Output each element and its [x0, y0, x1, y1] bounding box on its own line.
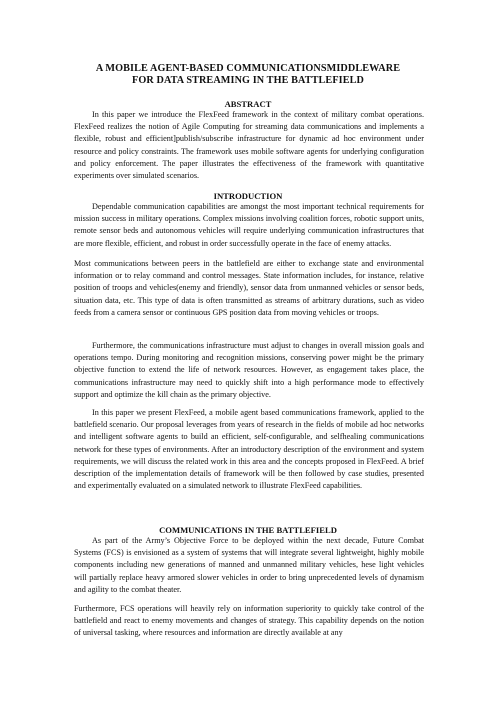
- introduction-heading: INTRODUCTION: [213, 191, 283, 201]
- introduction-paragraph-4: In this paper we present FlexFeed, a mobile agent based communications framework, applied to the battlefield scenario. Our proposal leverages from years of research in the fields of mobile ad hoc networks and intelligent software agents to build an efficient, self-configurable, and selfhealing communications network for these types of environments. After an introductory description of the environment and system requirements, we will discuss the related work in this area and the concepts proposed in FlexFeed. A brief description of the implementation details of framework will be then followed by case studies, presented and experimentally evaluated on a simulated network to illustrate FlexFeed capabilities.: [74, 408, 424, 491]
- introduction-paragraph-3: Furthermore, the communications infrastructure must adjust to changes in overall mission goals and operations tempo. During monitoring and recognition missions, conserving power might be the primary objective function to extend the life of network resources. However, as engagement takes place, the communications infrastructure may need to quickly shift into a high performance mode to effectively support and optimize the kill chain as the primary objective.: [74, 341, 424, 399]
- abstract-text: In this paper we introduce the FlexFeed framework in the context of military combat operations. FlexFeed realizes the notion of Agile Computing for streaming data communications and implements a flexible, robust and efficient]publish/subscribe infrastructure for dynamic ad hoc environment under resource and policy constraints. The framework uses mobile software agents for underlying configuration and policy enforcement. The paper illustrates the effectiveness of the framework with quantitative experiments over simulated scenarios.: [74, 110, 424, 181]
- introduction-paragraph-2: Most communications between peers in the battlefield are either to exchange state and environmental information or to relay command and control messages. State information includes, for instance, relative position of troops and vehicles(enemy and friendly), sensor data from unmanned vehicles or sensor beds, situation data, etc. This type of data is often transmitted as streams of arbitrary durations, such as video feeds from a camera sensor or continuous GPS position data from moving vehicles or troops.: [74, 259, 424, 317]
- battlefield-heading: COMMUNICATIONS IN THE BATTLEFIELD: [159, 525, 337, 535]
- battlefield-paragraph-2: Furthermore, FCS operations will heavily rely on information superiority to quickly take control of the battlefield and react to enemy movements and changes of strategy. This capability depends on the notion of universal tasking, where resources and information are directly available at any: [74, 604, 424, 638]
- paper-title-line-1: A MOBILE AGENT-BASED COMMUNICATIONSMIDDLEWARE: [95, 63, 401, 74]
- paper-title-line-2: FOR DATA STREAMING IN THE BATTLEFIELD: [132, 75, 364, 86]
- battlefield-paragraph-1: As part of the Army’s Objective Force to be deployed within the next decade, Future Combat Systems (FCS) is envisioned as a system of systems that will integrate several lightweight, highly mobile components including new generations of manned and unmanned military vehicles, hese light vehicles will partially replace heavy armored slower vehicles in order to bring unprecedented levels of dynamism and agility to the combat theater.: [74, 536, 424, 594]
- abstract-heading: ABSTRACT: [224, 99, 272, 109]
- introduction-paragraph-1: Dependable communication capabilities are amongst the most important technical requirements for mission success in military operations. Complex missions involving coalition forces, robotic support units, remote sensor beds and autonomous vehicles will require underlying communication infrastructures that are more flexible, efficient, and robust in order successfully operate in the face of enemy attacks.: [74, 202, 424, 248]
